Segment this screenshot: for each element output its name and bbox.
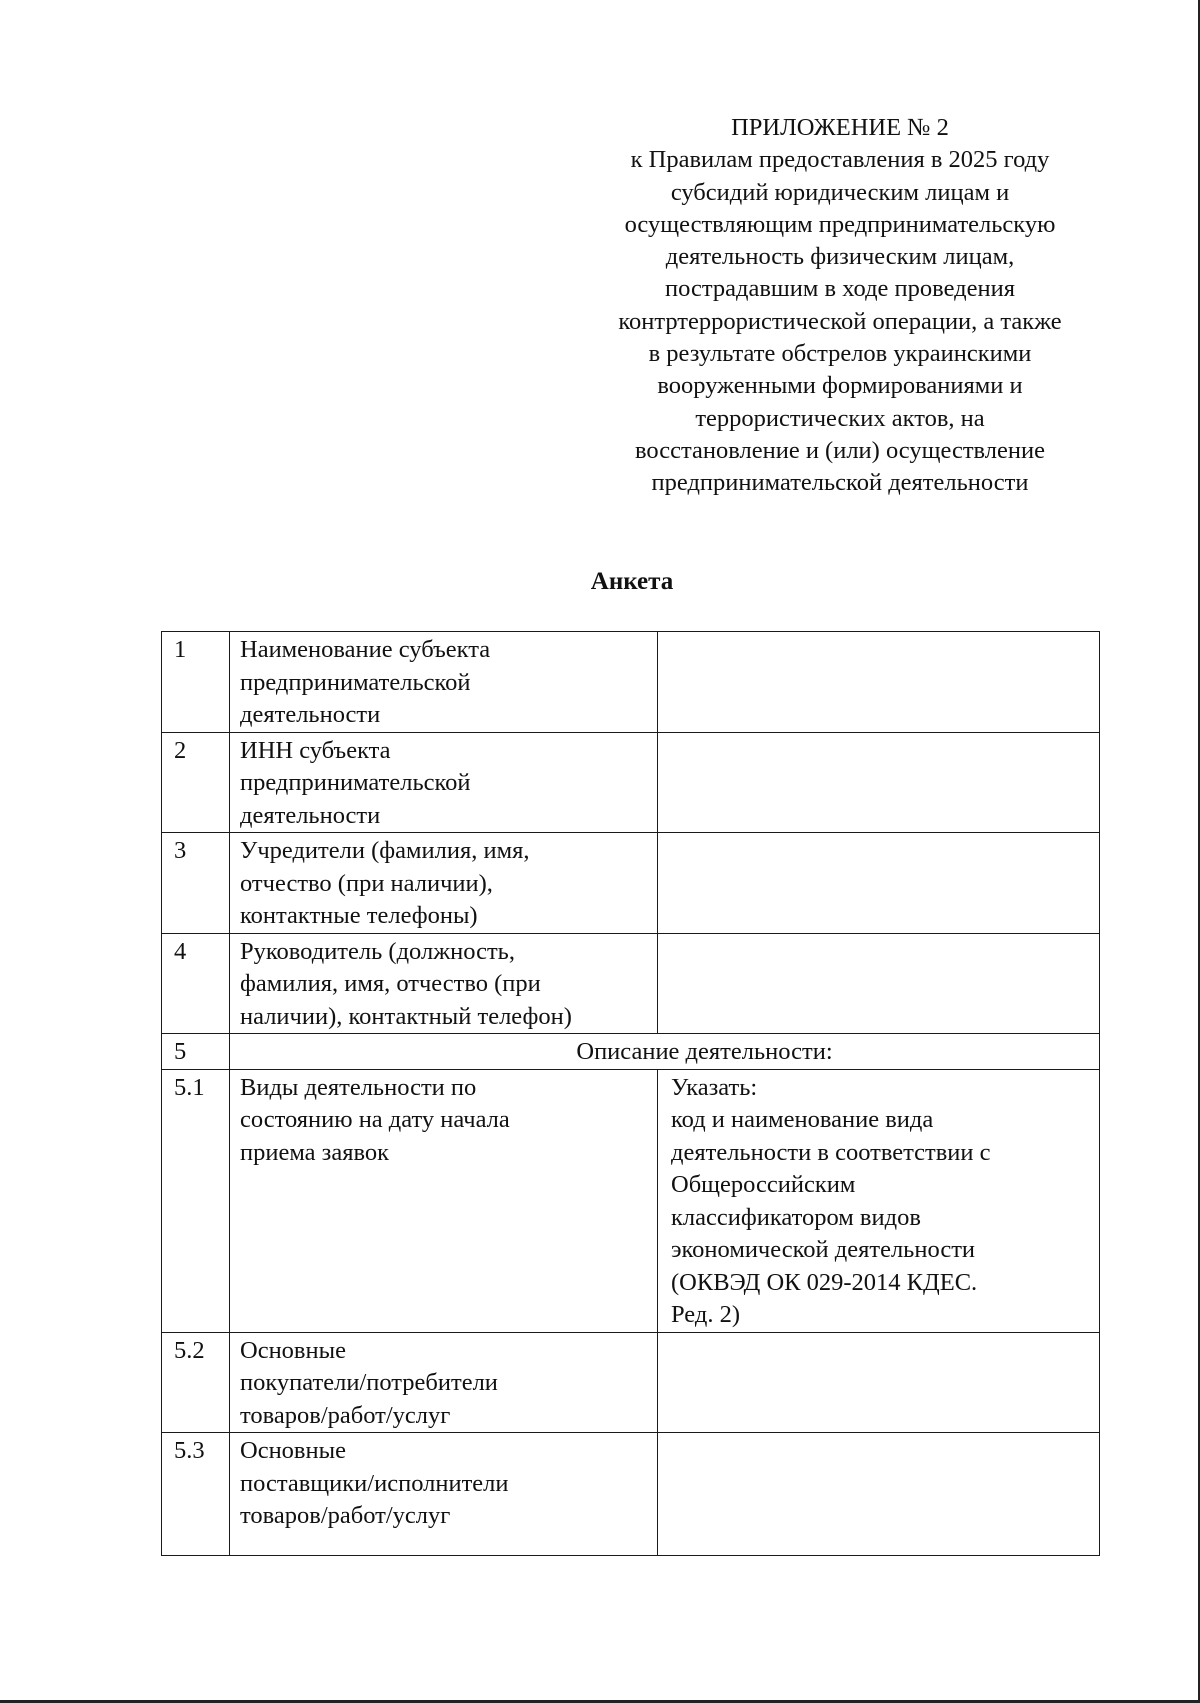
appendix-line: осуществляющим предпринимательскую (624, 210, 1056, 238)
row-label-entity-name: Наименование субъекта предпринимательской деятельности (230, 632, 658, 733)
appendix-header (560, 112, 1120, 500)
appendix-line: контртеррористической операции, а также (618, 307, 1062, 335)
appendix-line: пострадавшим в ходе проведения (665, 275, 1015, 303)
appendix-line: восстановление и (или) осуществление (635, 436, 1045, 464)
questionnaire-table (161, 631, 1100, 1556)
row-label-suppliers: Основные поставщики/исполнители товаров/работ/услуг (230, 1433, 658, 1556)
row-value-customers[interactable] (658, 1332, 1100, 1433)
table-row (162, 1332, 1100, 1433)
row-number: 1 (162, 632, 230, 733)
appendix-line: предпринимательской деятельности (651, 469, 1029, 497)
appendix-title: ПРИЛОЖЕНИЕ № 2 (731, 114, 949, 141)
table-row (162, 632, 1100, 733)
table-row (162, 732, 1100, 833)
row-number: 5.3 (162, 1433, 230, 1556)
row-number: 5 (162, 1034, 230, 1070)
appendix-line: вооруженными формированиями и (657, 372, 1023, 400)
row-value-founders[interactable] (658, 833, 1100, 934)
row-label-director: Руководитель (должность, фамилия, имя, отчество (при наличии), контактный телефон) (230, 933, 658, 1034)
row-number: 5.2 (162, 1332, 230, 1433)
row-label-activity-types: Виды деятельности по состоянию на дату начала приема заявок (230, 1069, 658, 1332)
row-number: 4 (162, 933, 230, 1034)
appendix-line: деятельность физическим лицам, (665, 243, 1015, 271)
table-row (162, 933, 1100, 1034)
form-title: Анкета (590, 568, 674, 595)
table-row (162, 1069, 1100, 1332)
table-row (162, 1433, 1100, 1556)
appendix-line: в результате обстрелов украинскими (648, 340, 1032, 368)
row-value-activity-types: Указать: код и наименование вида деятельности в соответствии с Общероссийским классификатором видов экономической деятельности (ОКВЭД ОК 029-2014 КДЕС. Ред. 2) (658, 1069, 1100, 1332)
row-value-entity-name[interactable] (658, 632, 1100, 733)
appendix-line: к Правилам предоставления в 2025 году (630, 146, 1050, 174)
row-value-suppliers[interactable] (658, 1433, 1100, 1556)
row-number: 5.1 (162, 1069, 230, 1332)
row-number: 2 (162, 732, 230, 833)
row-label-inn: ИНН субъекта предпринимательской деятельности (230, 732, 658, 833)
row-label-customers: Основные покупатели/потребители товаров/работ/услуг (230, 1332, 658, 1433)
row-value-inn[interactable] (658, 732, 1100, 833)
row-number: 3 (162, 833, 230, 934)
section-heading-activity: Описание деятельности: (230, 1034, 1100, 1070)
row-label-founders: Учредители (фамилия, имя, отчество (при наличии), контактные телефоны) (230, 833, 658, 934)
appendix-line: террористических актов, на (695, 404, 985, 432)
appendix-line: субсидий юридическим лицам и (670, 178, 1010, 206)
row-value-director[interactable] (658, 933, 1100, 1034)
table-row (162, 1034, 1100, 1070)
table-row (162, 833, 1100, 934)
